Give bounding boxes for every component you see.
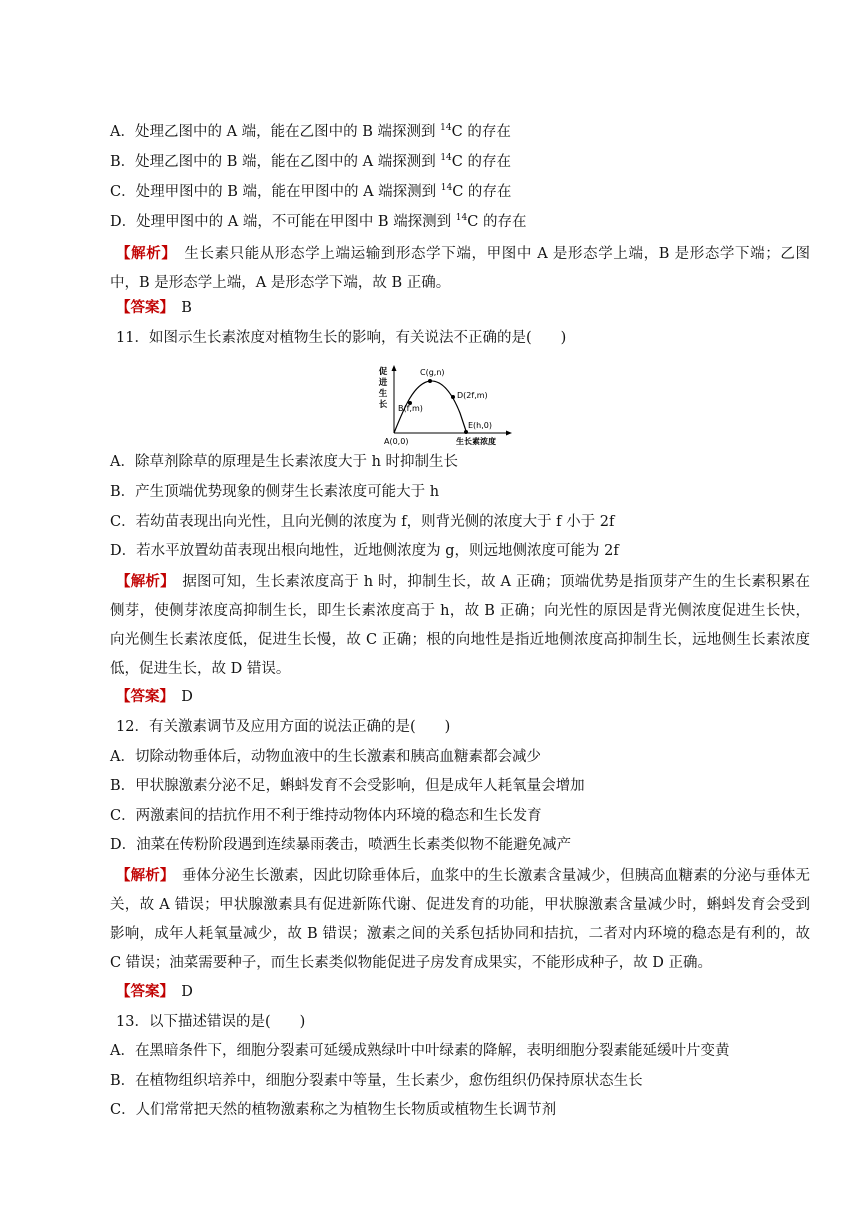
q13-option-a: A．在黑暗条件下，细胞分裂素可延缓成熟绿叶中叶绿素的降解，表明细胞分裂素能延缓叶片变黄 — [110, 1043, 730, 1059]
y-axis-label-3: 生 — [378, 389, 388, 399]
q12-stem: 12．有关激素调节及应用方面的说法正确的是( ) — [116, 719, 451, 735]
q10-answer: 【答案】 B — [116, 299, 192, 316]
answer-tag: 【答案】 — [116, 299, 167, 316]
q12-analysis: 【解析】 垂体分泌生长激素，因此切除垂体后，血浆中的生长激素含量减少，但胰高血糖素的分泌与垂体无关，故 A 错误；甲状腺激素具有促进新陈代谢、促进发育的功能，甲状腺激素含量减少时，蝌蚪发育会受到影响，成年人耗氧量减少，故 B 错误；激素之间的关系包括协同和拮抗，二者对内环境的稳态是有利的，故 C 错误；油菜需要种子，而生长素类似物能促进子房发育成果实，不能形成种子，故 D 正确。 — [110, 867, 811, 971]
y-axis-arrow — [392, 365, 397, 371]
point-d-label: D(2f,m) — [457, 391, 488, 400]
point-b-label: B(f,m) — [398, 404, 423, 413]
growth-curve-figure — [374, 363, 514, 447]
q10-option-a: A．处理乙图中的 A 端，能在乙图中的 B 端探测到 $^{14}$C 的存在 — [110, 123, 511, 140]
answer-tag: 【答案】 — [116, 983, 167, 1000]
q12-answer: 【答案】 D — [116, 983, 193, 1000]
q11-option-d: D．若水平放置幼苗表现出根向地性，近地侧浓度为 g，则远地侧浓度可能为 2f — [110, 543, 619, 559]
q11-option-b: B．产生顶端优势现象的侧芽生长素浓度可能大于 h — [110, 484, 440, 500]
point-c — [428, 379, 432, 383]
answer-tag: 【答案】 — [116, 688, 167, 705]
q11-analysis: 【解析】 据图可知，生长素浓度高于 h 时，抑制生长，故 A 正确；顶端优势是指顶芽产生的生长素积累在侧芽，使侧芽浓度高抑制生长，即生长素浓度高于 h，故 B 正确；向光性的原因是背光侧浓度促进生长快，向光侧生长素浓度低，促进生长慢，故 C 正确；根的向地性是指近地侧浓度高抑制生长，远地侧生长素浓度低，促进生长，故 D 错误。 — [110, 573, 810, 677]
x-axis-arrow — [506, 431, 512, 436]
q10-option-b: B．处理乙图中的 B 端，能在乙图中的 A 端探测到 $^{14}$C 的存在 — [110, 153, 511, 170]
q12-option-a: A．切除动物垂体后，动物血液中的生长激素和胰高血糖素都会减少 — [110, 749, 541, 765]
point-a-label: A(0,0) — [384, 437, 409, 446]
q11-answer: 【答案】 D — [116, 688, 193, 705]
q10-option-c: C．处理甲图中的 B 端，能在甲图中的 A 端探测到 $^{14}$C 的存在 — [110, 183, 512, 200]
q12-option-b: B．甲状腺激素分泌不足，蝌蚪发育不会受影响，但是成年人耗氧量会增加 — [110, 778, 585, 794]
analysis-tag: 【解析】 — [116, 245, 170, 262]
q11-option-a: A．除草剂除草的原理是生长素浓度大于 h 时抑制生长 — [110, 454, 459, 470]
y-axis-label-4: 长 — [378, 400, 388, 410]
q11-stem: 11．如图示生长素浓度对植物生长的影响，有关说法不正确的是( ) — [116, 330, 567, 346]
point-e-label: E(h,0) — [468, 421, 492, 430]
q11-option-c: C．若幼苗表现出向光性，且向光侧的浓度为 f，则背光侧的浓度大于 f 小于 2f — [110, 514, 615, 530]
q13-option-c: C．人们常常把天然的植物激素称之为植物生长物质或植物生长调节剂 — [110, 1102, 557, 1118]
analysis-tag: 【解析】 — [116, 867, 168, 884]
y-axis-label-2: 进 — [378, 378, 388, 388]
point-d — [451, 395, 455, 399]
q13-stem: 13．以下描述错误的是( ) — [116, 1014, 306, 1030]
q10-option-d: D．处理甲图中的 A 端，不可能在甲图中 B 端探测到 $^{14}$C 的存在 — [110, 213, 527, 230]
y-axis-label-1: 促 — [378, 367, 388, 377]
x-axis-label: 生长素浓度 — [456, 437, 496, 446]
point-e — [464, 430, 468, 434]
point-c-label: C(g,n) — [420, 368, 445, 377]
q12-option-d: D．油菜在传粉阶段遇到连续暴雨袭击，喷洒生长素类似物不能避免减产 — [110, 837, 572, 853]
q12-option-c: C．两激素间的拮抗作用不利于维持动物体内环境的稳态和生长发育 — [110, 808, 542, 824]
q13-option-b: B．在植物组织培养中，细胞分裂素中等量，生长素少，愈伤组织仍保持原状态生长 — [110, 1073, 643, 1089]
analysis-tag: 【解析】 — [116, 573, 168, 590]
q10-analysis: 【解析】 生长素只能从形态学上端运输到形态学下端，甲图中 A 是形态学上端，B 是形态学下端；乙图中，B 是形态学上端，A 是形态学下端，故 B 正确。 — [110, 245, 811, 291]
